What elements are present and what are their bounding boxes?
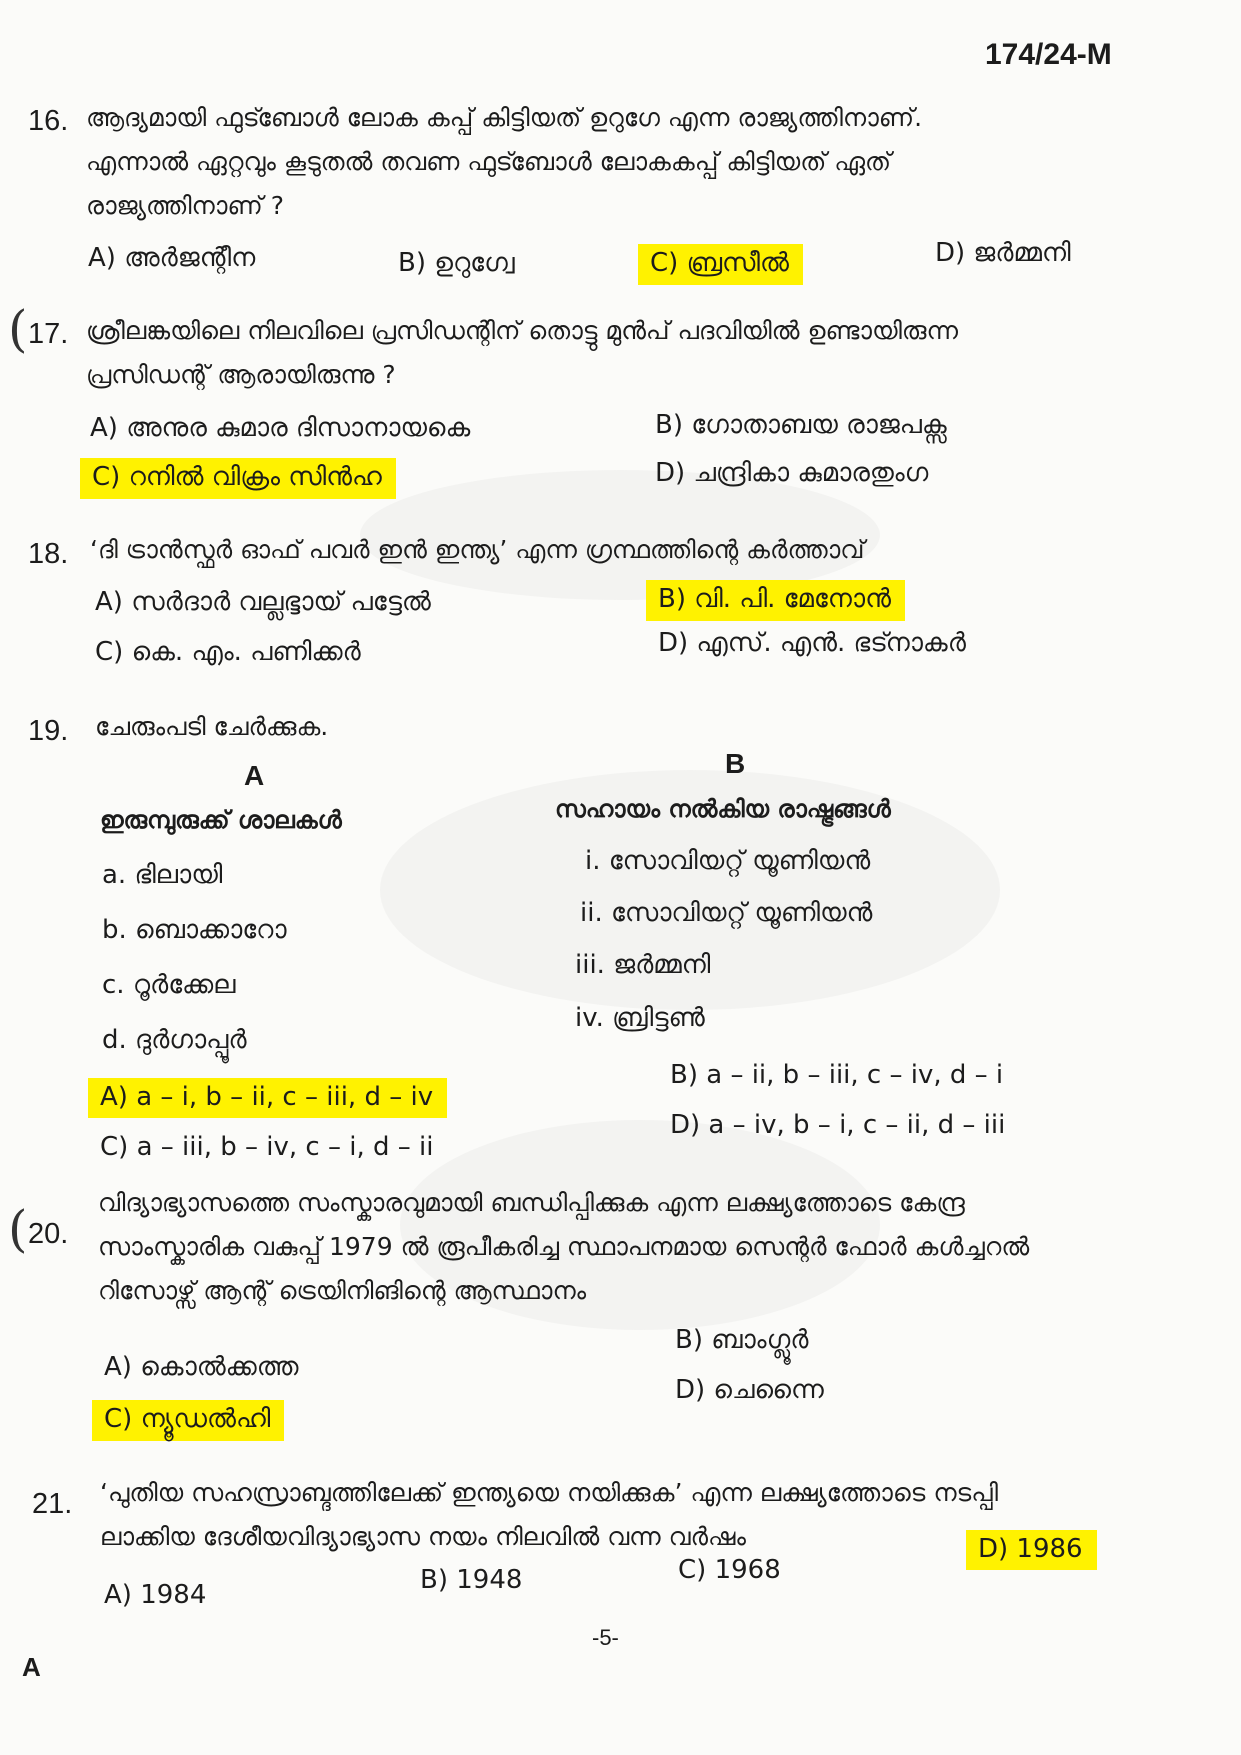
- match-right-item: i. സോവിയറ്റ് യൂണിയൻ: [585, 846, 871, 876]
- option-c-highlighted: C) ബ്രസീൽ: [638, 244, 803, 285]
- question-number: 17.: [28, 318, 69, 350]
- series-label: A: [22, 1652, 41, 1682]
- match-right-item: iii. ജർമ്മനി: [575, 950, 711, 980]
- question-text: റിസോഴ്സ് ആന്റ് ട്രെയിനിങിന്റെ ആസ്ഥാനം: [98, 1276, 587, 1305]
- question-number: 20.: [28, 1218, 69, 1250]
- option-d: D) a – iv, b – i, c – ii, d – iii: [670, 1110, 1006, 1140]
- question-text: രാജ്യത്തിനാണ് ?: [86, 191, 284, 220]
- option-b: B) a – ii, b – iii, c – iv, d – i: [670, 1060, 1004, 1090]
- option-c: C) a – iii, b – iv, c – i, d – ii: [100, 1132, 434, 1162]
- page-number: -5-: [592, 1625, 619, 1650]
- question-text: ശ്രീലങ്കയിലെ നിലവിലെ പ്രസിഡന്റിന് തൊട്ടു മുൻപ് പദവിയിൽ ഉണ്ടായിരുന്ന: [86, 316, 959, 345]
- column-b-heading: B: [725, 748, 746, 779]
- option-c-highlighted: C) ന്യൂഡൽഹി: [92, 1400, 284, 1441]
- option-d: D) ചന്ദ്രികാ കുമാരതുംഗ: [655, 458, 929, 488]
- match-left-item: d. ദുർഗാപ്പൂർ: [102, 1025, 247, 1055]
- option-b: B) ഗോതാബയ രാജപക്സ: [655, 410, 947, 440]
- match-left-item: c. റൂർക്കേല: [102, 970, 236, 1000]
- match-left-item: b. ബൊക്കാറോ: [102, 915, 287, 945]
- option-a-highlighted: A) a – i, b – ii, c – iii, d – iv: [88, 1078, 447, 1118]
- option-b: B) 1948: [420, 1565, 523, 1595]
- question-number: 21.: [32, 1488, 73, 1520]
- option-b: B) ഉറുഗ്വേ: [398, 248, 515, 278]
- question-text: വിദ്യാഭ്യാസത്തെ സംസ്കാരവുമായി ബന്ധിപ്പിക്കുക എന്ന ലക്ഷ്യത്തോടെ കേന്ദ്ര: [98, 1188, 965, 1217]
- option-d-highlighted: D) 1986: [966, 1530, 1097, 1570]
- option-c-highlighted: C) റനിൽ വിക്രം സിൻഹ: [80, 458, 396, 499]
- question-text: ‘പുതിയ സഹസ്രാബ്ദത്തിലേക്ക് ഇന്ത്യയെ നയിക്കുക’ എന്ന ലക്ഷ്യത്തോടെ നടപ്പി: [100, 1478, 999, 1507]
- option-b-highlighted: B) വി. പി. മേനോൻ: [646, 580, 905, 621]
- option-c: C) 1968: [678, 1555, 781, 1585]
- question-text: ആദ്യമായി ഫുട്ബോൾ ലോക കപ്പ് കിട്ടിയത് ഉറുഗേ എന്ന രാജ്യത്തിനാണ്.: [86, 103, 923, 132]
- match-right-item: iv. ബ്രിട്ടൺ: [575, 1003, 705, 1033]
- option-a: A) 1984: [104, 1580, 207, 1610]
- match-left-item: a. ഭിലായി: [102, 860, 223, 890]
- margin-bracket-mark: (: [8, 300, 28, 358]
- match-right-item: ii. സോവിയറ്റ് യൂണിയൻ: [580, 898, 873, 928]
- option-b: B) ബാംഗ്ലൂർ: [675, 1325, 809, 1355]
- exam-code: 174/24-M: [985, 38, 1112, 71]
- question-text: ചേരുംപടി ചേർക്കുക.: [95, 712, 329, 741]
- question-text: ‘ദി ട്രാൻസ്ഫർ ഓഫ് പവർ ഇൻ ഇന്ത്യ’ എന്ന ഗ്രന്ഥത്തിന്റെ കർത്താവ്: [90, 535, 865, 564]
- question-number: 16.: [28, 105, 69, 137]
- option-a: A) അനുര കുമാര ദിസാനായകെ: [90, 413, 471, 443]
- option-d: D) ചെന്നൈ: [675, 1375, 824, 1405]
- option-c: C) കെ. എം. പണിക്കർ: [95, 637, 361, 667]
- question-text: പ്രസിഡന്റ് ആരായിരുന്നു ?: [86, 360, 396, 389]
- question-text: എന്നാൽ ഏറ്റവും കൂടുതൽ തവണ ഫുട്ബോൾ ലോകകപ്പ് കിട്ടിയത് ഏത്: [86, 147, 892, 176]
- option-d: D) ജർമ്മനി: [935, 238, 1071, 268]
- column-b-title: സഹായം നൽകിയ രാഷ്ട്രങ്ങൾ: [555, 795, 891, 823]
- question-number: 19.: [28, 715, 69, 747]
- column-a-heading: A: [244, 760, 265, 791]
- option-d: D) എസ്. എൻ. ഭട്നാകർ: [658, 628, 966, 658]
- option-a: A) അർജന്റീന: [88, 243, 256, 273]
- question-number: 18.: [28, 538, 69, 570]
- column-a-title: ഇരുമ്പുരുക്ക് ശാലകൾ: [100, 806, 342, 834]
- margin-bracket-mark: (: [8, 1200, 28, 1258]
- option-a: A) സർദാർ വല്ലഭ്ഭായ് പട്ടേൽ: [95, 587, 431, 617]
- question-text: ലാക്കിയ ദേശീയവിദ്യാഭ്യാസ നയം നിലവിൽ വന്ന വർഷം: [100, 1522, 746, 1551]
- option-a: A) കൊൽക്കത്ത: [104, 1352, 299, 1382]
- question-text: സാംസ്കാരിക വകുപ്പ് 1979 ൽ രൂപീകരിച്ച സ്ഥാപനമായ സെന്റർ ഫോർ കൾച്ചറൽ: [98, 1232, 1030, 1261]
